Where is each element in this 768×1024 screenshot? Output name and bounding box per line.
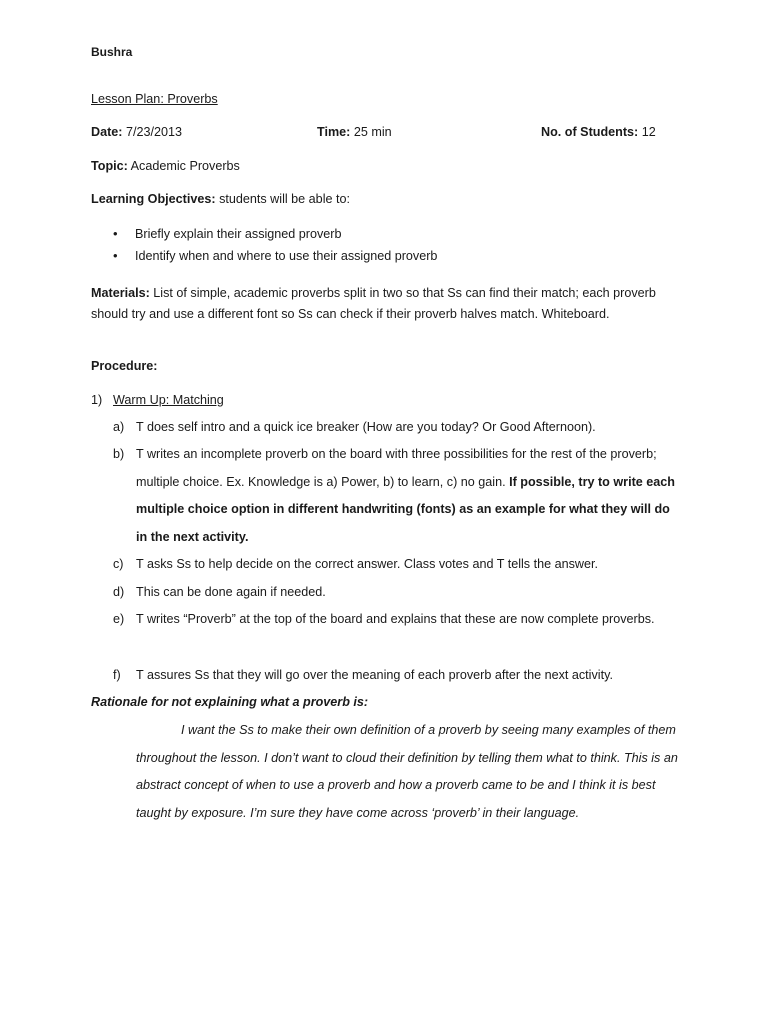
materials-label: Materials:	[91, 286, 150, 300]
objectives-line	[91, 192, 350, 206]
step-item-body: T asks Ss to help decide on the correct answer. Class votes and T tells the answer.	[136, 557, 599, 571]
materials-paragraph	[91, 283, 681, 325]
topic-label: Topic:	[91, 159, 128, 173]
step-item-body: T does self intro and a quick ice breaker (How are you today? Or Good Afternoon).	[136, 420, 596, 434]
topic-line	[91, 159, 240, 173]
step-item-emphasis: If possible, try to write each multiple choice option in different handwriting (fonts) as an example for what they will do in the next activity.	[136, 474, 675, 544]
students-value: 12	[641, 125, 656, 139]
date-value: 7/23/2013	[126, 125, 183, 139]
step-item-label: d)	[113, 585, 125, 599]
objective-item: Identify when and where to use their assigned proverb	[135, 249, 438, 263]
bullet-icon: •	[113, 226, 118, 241]
step-item-body: This can be done again if needed.	[136, 585, 326, 599]
step-item-body: T writes an incomplete proverb on the board with three possibilities for the rest of the proverb; multiple choice. Ex. Knowledge is a) Power, b) to learn, c) no gain.	[136, 447, 657, 489]
students-label: No. of Students:	[541, 125, 639, 139]
step-item-body: T writes “Proverb” at the top of the board and explains that these are now complete proverbs.	[136, 612, 655, 626]
step-item-text	[136, 414, 681, 442]
step-item-text	[136, 606, 681, 634]
step-item-label: a)	[113, 420, 125, 434]
step-item-label: c)	[113, 557, 124, 571]
rationale-heading: Rationale for not explaining what a proverb is:	[91, 695, 369, 709]
materials-text: List of simple, academic proverbs split in two so that Ss can find their match; each proverb should try and use a different font so Ss can check if their proverb halves match. Whiteboard.	[91, 286, 656, 321]
procedure-heading: Procedure:	[91, 359, 158, 373]
step-item-label: b)	[113, 447, 125, 461]
step-item-label: f)	[113, 668, 121, 682]
step-item-text	[136, 662, 681, 690]
bullet-icon: •	[113, 248, 118, 263]
step-title: Warm Up: Matching	[113, 393, 224, 407]
document-title: Lesson Plan: Proverbs	[91, 92, 218, 106]
students-field	[541, 125, 656, 139]
step-number: 1)	[91, 393, 103, 407]
objectives-intro: students will be able to:	[219, 192, 350, 206]
step-item-text	[136, 551, 681, 579]
objective-item: Briefly explain their assigned proverb	[135, 227, 342, 241]
step-item-label: e)	[113, 612, 125, 626]
time-label: Time:	[317, 125, 351, 139]
date-field	[91, 125, 182, 139]
topic-value: Academic Proverbs	[130, 159, 240, 173]
time-field	[317, 125, 392, 139]
step-item-text	[136, 441, 681, 551]
step-item-text	[136, 579, 681, 607]
objectives-label: Learning Objectives:	[91, 192, 216, 206]
time-value: 25 min	[353, 125, 392, 139]
rationale-text: I want the Ss to make their own definition of a proverb by seeing many examples of them throughout the lesson. I don’t want to cloud their definition by telling them what to think. This is an abstract concept of when to use a proverb and how a proverb came to be and I think it is best taught by exposure. I’m sure they have come across ‘proverb’ in their language.	[136, 723, 678, 820]
date-label: Date:	[91, 125, 123, 139]
author-name: Bushra	[91, 45, 133, 59]
step-item-body: T assures Ss that they will go over the meaning of each proverb after the next activity.	[136, 668, 613, 682]
